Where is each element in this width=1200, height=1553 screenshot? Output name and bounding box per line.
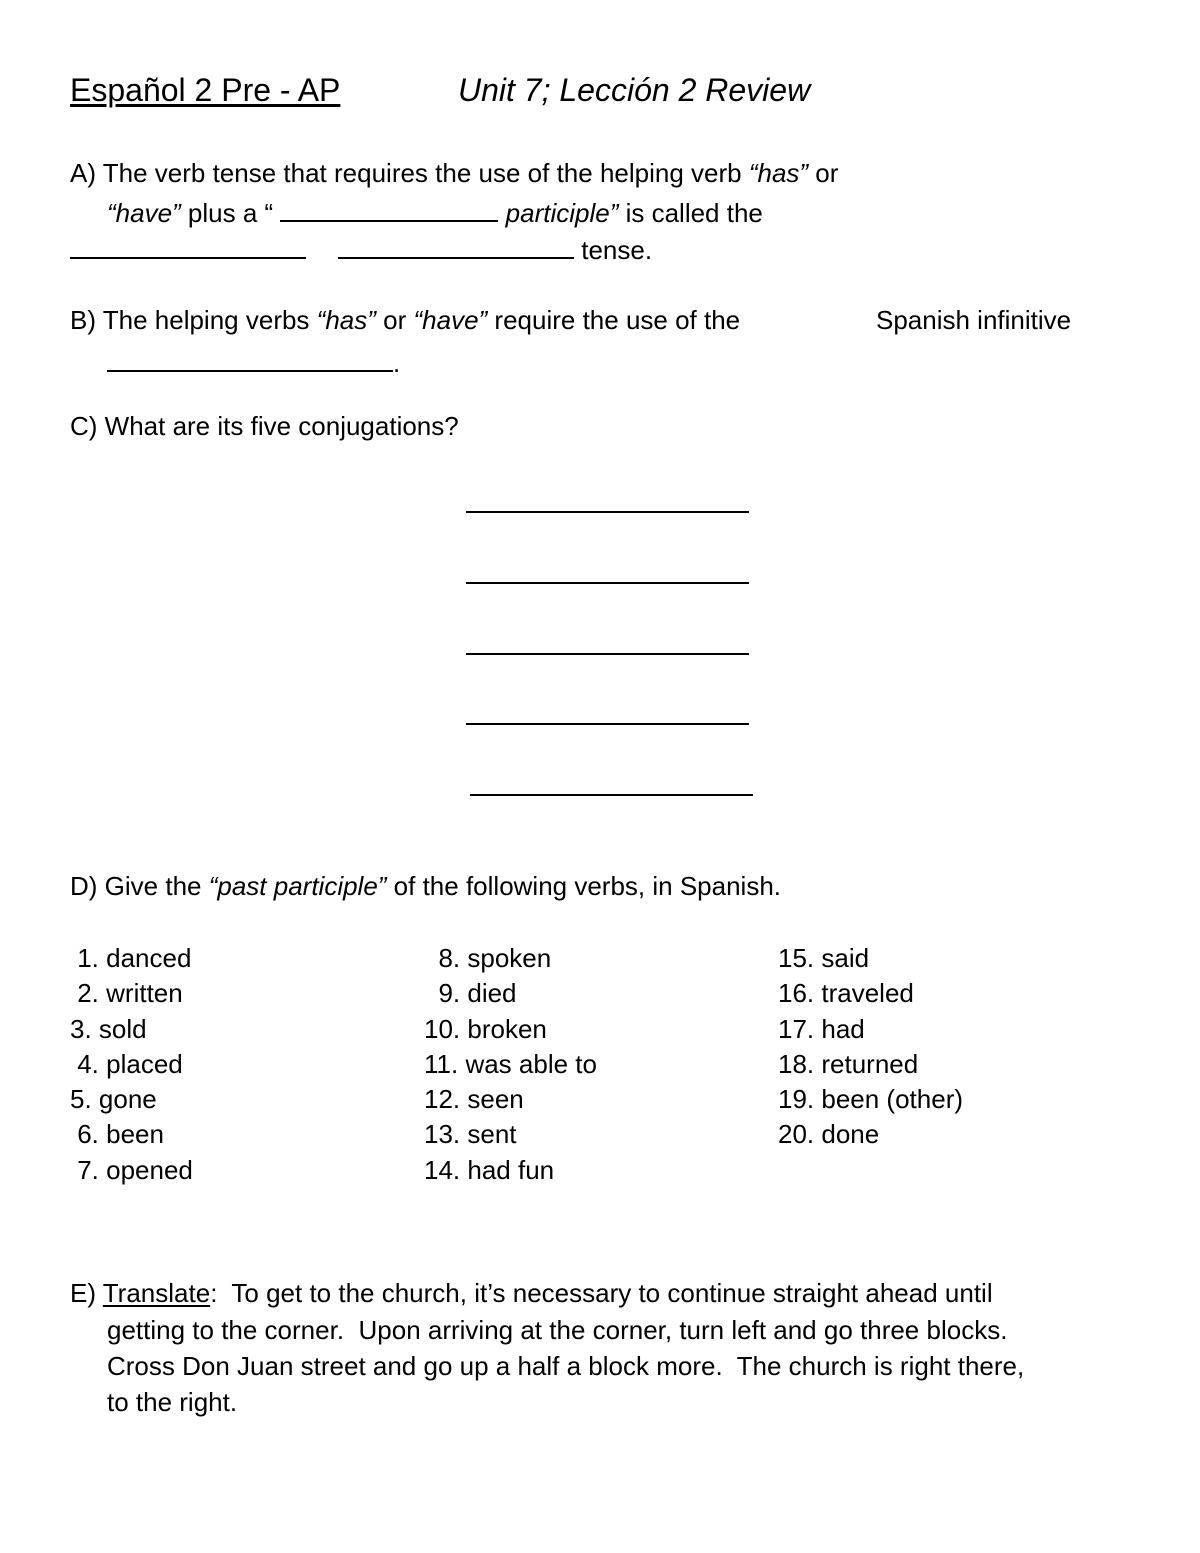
list-item: 7. opened bbox=[70, 1154, 193, 1185]
section-a-line-2 bbox=[107, 196, 763, 228]
section-e-text-4: to the right. bbox=[107, 1387, 238, 1417]
list-item: 1. danced bbox=[70, 943, 192, 973]
section-d-past-participle: “past participle” bbox=[208, 871, 387, 901]
list-item: 2. written bbox=[70, 978, 183, 1009]
list-item: 18. returned bbox=[778, 1048, 919, 1079]
list-item: 4. placed bbox=[70, 1048, 183, 1079]
section-a-plus-a: plus a “ bbox=[180, 198, 281, 228]
section-b-require: require the use of the bbox=[487, 305, 741, 335]
section-e-text-3: Cross Don Juan street and go up a half a block more. The church is right there, bbox=[107, 1351, 1025, 1381]
section-b-have: “have” bbox=[413, 305, 488, 335]
conjugation-blank-2[interactable] bbox=[466, 582, 749, 584]
list-item: 5. gone bbox=[70, 1084, 157, 1115]
list-item: 16. traveled bbox=[778, 978, 914, 1009]
verb-list-column-3 bbox=[778, 941, 963, 1153]
section-a-line-3 bbox=[70, 233, 652, 265]
verb-list-column-1 bbox=[70, 941, 193, 1188]
list-item: 11. was able to bbox=[424, 1048, 597, 1079]
section-e-colon: : bbox=[210, 1278, 218, 1308]
section-b-spanish-infinitive: Spanish infinitive bbox=[876, 305, 1072, 335]
section-a-text: A) The verb tense that requires the use of the helping verb bbox=[70, 158, 749, 188]
section-a-or: or bbox=[808, 158, 839, 188]
section-e-line-1 bbox=[70, 1278, 993, 1308]
section-a-participle: participle” bbox=[498, 198, 619, 228]
section-a-called: is called the bbox=[618, 198, 763, 228]
list-item: 13. sent bbox=[424, 1119, 517, 1150]
unit-title: Unit 7; Lección 2 Review bbox=[458, 72, 811, 108]
section-d-suffix: of the following verbs, in Spanish. bbox=[386, 871, 782, 901]
section-b-line-1 bbox=[70, 305, 740, 335]
section-e-label: E) bbox=[70, 1278, 103, 1308]
participle-blank[interactable] bbox=[280, 196, 498, 222]
infinitive-blank[interactable] bbox=[107, 346, 393, 372]
section-e-text-1: To get to the church, it’s necessary to continue straight ahead until bbox=[217, 1278, 993, 1308]
section-e-translate: Translate bbox=[102, 1278, 211, 1308]
section-b-text: B) The helping verbs bbox=[70, 305, 317, 335]
course-title: Español 2 Pre - AP bbox=[70, 72, 341, 108]
list-item: 12. seen bbox=[424, 1084, 524, 1115]
section-b-or: or bbox=[375, 305, 414, 335]
verb-list-column-2 bbox=[424, 941, 597, 1188]
list-item: 15. said bbox=[778, 943, 870, 973]
list-item: 9. died bbox=[424, 978, 517, 1009]
section-e-text-2: getting to the corner. Upon arriving at the corner, turn left and go three blocks. bbox=[107, 1315, 1008, 1345]
section-a-have: “have” bbox=[107, 198, 181, 228]
list-item: 17. had bbox=[778, 1013, 865, 1044]
list-item: 10. broken bbox=[424, 1013, 547, 1044]
section-a-tense: tense. bbox=[574, 235, 653, 265]
tense-blank-1[interactable] bbox=[70, 233, 306, 259]
section-d-text: D) Give the bbox=[70, 871, 209, 901]
list-item: 3. sold bbox=[70, 1013, 147, 1044]
section-a-line-1 bbox=[70, 158, 838, 188]
conjugation-blank-5[interactable] bbox=[470, 794, 753, 796]
conjugation-blank-4[interactable] bbox=[466, 723, 749, 725]
section-c-question: C) What are its five conjugations? bbox=[70, 411, 459, 441]
section-a-has: “has” bbox=[748, 158, 809, 188]
list-item: 8. spoken bbox=[424, 943, 552, 973]
section-b-period: . bbox=[393, 348, 401, 378]
section-d-instruction bbox=[70, 871, 781, 901]
section-b-line-2 bbox=[107, 346, 400, 378]
list-item: 19. been (other) bbox=[778, 1084, 964, 1115]
conjugation-blank-1[interactable] bbox=[466, 511, 749, 513]
conjugation-blank-3[interactable] bbox=[466, 653, 749, 655]
list-item: 14. had fun bbox=[424, 1154, 555, 1185]
tense-blank-2[interactable] bbox=[338, 233, 574, 259]
section-b-has: “has” bbox=[316, 305, 376, 335]
list-item: 6. been bbox=[70, 1119, 164, 1150]
list-item: 20. done bbox=[778, 1119, 880, 1150]
